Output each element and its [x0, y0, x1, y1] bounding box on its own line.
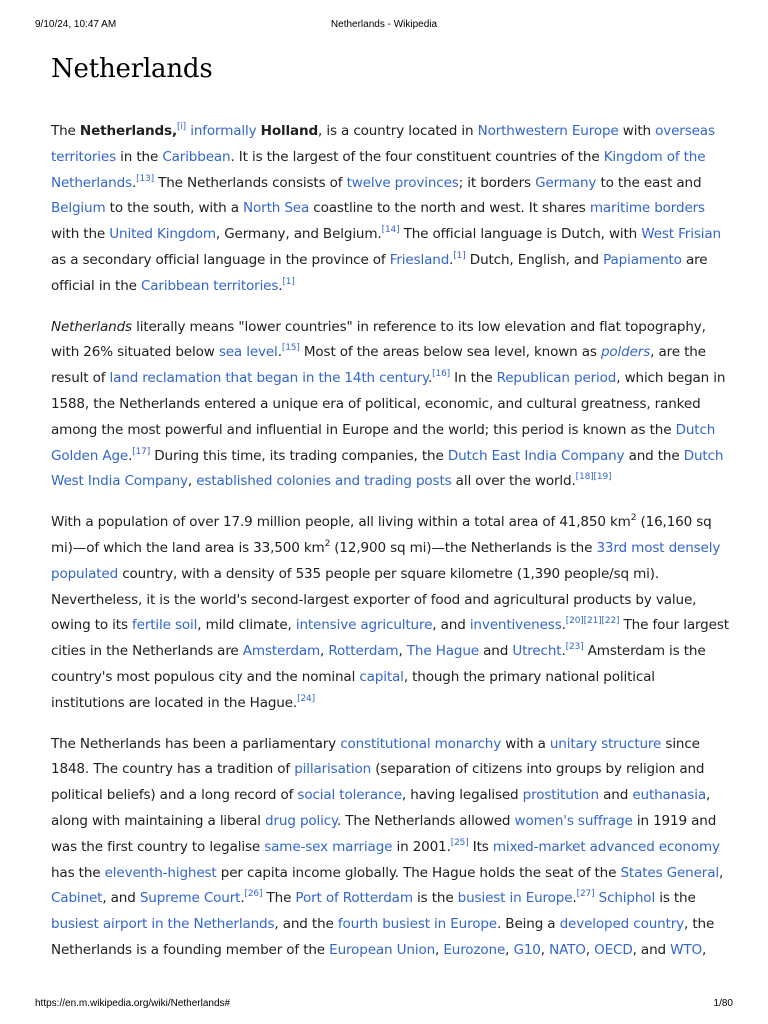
print-footer	[0, 994, 768, 1024]
text-run: Its	[468, 838, 493, 855]
wiki-link[interactable]: Schiphol	[598, 890, 656, 907]
wiki-link[interactable]: sea level	[218, 344, 278, 361]
text-run: .	[572, 890, 577, 907]
text-run: .	[128, 447, 133, 464]
citation-link[interactable]: [13]	[136, 173, 154, 184]
wiki-link[interactable]: polders	[600, 344, 651, 361]
wiki-link[interactable]: United Kingdom	[109, 226, 216, 243]
print-url: https://en.m.wikipedia.org/wiki/Netherlands#	[35, 998, 231, 1009]
text-run: ,	[702, 941, 707, 958]
wiki-link[interactable]: euthanasia	[632, 787, 706, 804]
citation-link[interactable]: [18][19]	[575, 472, 612, 483]
citation-link[interactable]: [27]	[576, 889, 595, 900]
text-run: with the	[51, 226, 110, 243]
print-header	[0, 0, 768, 36]
text-run: (16,160 sq mi)—of which the land area is 33,500 km	[51, 514, 712, 556]
wiki-link[interactable]: Rotterdam	[328, 643, 399, 660]
wiki-link[interactable]: busiest in Europe	[457, 890, 573, 907]
text-run: Holland	[260, 123, 319, 139]
text-run: ,	[505, 941, 514, 958]
wiki-link[interactable]: G10	[513, 941, 541, 958]
wiki-link[interactable]: informally	[190, 123, 257, 139]
wiki-link[interactable]: prostitution	[522, 787, 599, 804]
text-run: coastline to the north and west. It shares	[309, 200, 590, 217]
wiki-link[interactable]: Port of Rotterdam	[295, 890, 413, 907]
text-run: During this time, its trading companies, the	[150, 447, 448, 464]
text-run: The	[51, 123, 80, 139]
text-run: Amsterdam is the country's most populous city and the nominal	[51, 643, 706, 685]
wiki-link[interactable]: Friesland	[389, 251, 450, 268]
text-run: , are the result of	[51, 344, 706, 387]
text-run: , the Netherlands is a founding member of the	[51, 916, 715, 958]
text-run: is the	[412, 890, 458, 907]
wiki-link[interactable]: unitary structure	[549, 735, 662, 752]
citation-link[interactable]: [25]	[450, 837, 469, 848]
text-run: .	[561, 617, 566, 634]
wiki-link[interactable]: land reclamation that began in the 14th century	[109, 370, 428, 387]
wiki-link[interactable]: Eurozone	[443, 941, 506, 958]
print-page-number: 1/80	[713, 998, 733, 1009]
wiki-link[interactable]: Belgium	[51, 200, 106, 217]
wiki-link[interactable]: constitutional monarchy	[340, 735, 502, 752]
article-paragraph	[51, 315, 731, 496]
text-run: , mild climate,	[197, 617, 296, 634]
superscript: 2	[324, 538, 331, 549]
citation-link[interactable]: [26]	[244, 889, 263, 900]
text-run: , which began in 1588, the Netherlands entered a unique era of political, economic, and cultural greatness, ranked among the most powerful and influential in Europe and the world; this period is known as the	[51, 370, 726, 438]
wiki-link[interactable]: 33rd most densely populated	[51, 539, 721, 582]
text-run: .	[131, 174, 137, 191]
wiki-link[interactable]: The Hague	[406, 643, 479, 660]
text-run: is the	[655, 890, 696, 907]
text-run: all over the world.	[451, 473, 576, 490]
wiki-link[interactable]: mixed-market advanced economy	[492, 838, 720, 855]
wiki-link[interactable]: Caribbean territories	[140, 277, 279, 294]
text-run: In the	[450, 370, 497, 387]
text-run: , and	[432, 617, 470, 634]
wiki-link[interactable]: States General	[620, 864, 719, 881]
citation-link[interactable]: [24]	[297, 693, 315, 704]
text-run: ,	[171, 123, 177, 139]
text-run: The Netherlands consists of	[153, 174, 347, 191]
text-run: as a secondary official language in the province of	[51, 251, 390, 268]
text-run: to the south, with a	[105, 200, 244, 217]
text-run: in 1919 and was the first country to legalise	[51, 812, 717, 855]
citation-link[interactable]: [15]	[281, 343, 300, 354]
wiki-link[interactable]: twelve provinces	[346, 174, 459, 191]
text-run: ,	[435, 941, 444, 958]
text-run: , and	[102, 890, 140, 907]
wiki-link[interactable]: capital	[359, 668, 404, 685]
text-run: , is a country located in	[318, 123, 478, 139]
wiki-link[interactable]: NATO	[549, 941, 586, 958]
text-run: in the	[116, 148, 163, 165]
text-run: literally means "lower countries" in reference to its low elevation and flat topography, with 26% situated below	[51, 318, 706, 361]
wiki-link[interactable]: same-sex marriage	[264, 838, 393, 855]
wiki-link[interactable]: WTO	[670, 941, 703, 958]
wiki-link[interactable]: Papiamento	[603, 251, 682, 268]
wiki-link[interactable]: established colonies and trading posts	[196, 473, 452, 490]
wiki-link[interactable]: North Sea	[243, 200, 310, 217]
article-paragraph	[51, 510, 731, 716]
text-run: , and the	[274, 916, 338, 933]
wiki-link[interactable]: eleventh-highest	[104, 864, 217, 881]
text-run: . Being a	[497, 916, 560, 933]
wiki-link[interactable]: women's suffrage	[514, 812, 633, 829]
text-run: The official language is Dutch, with	[399, 226, 642, 243]
text-run: and the	[624, 447, 684, 464]
text-run: .	[278, 277, 283, 294]
wiki-link[interactable]: busiest airport in the Netherlands	[51, 916, 275, 933]
article-paragraph	[51, 732, 731, 964]
wiki-link[interactable]: social tolerance	[297, 787, 402, 804]
wiki-link[interactable]: Amsterdam	[242, 643, 321, 660]
text-run: Netherlands	[51, 318, 132, 335]
page-title: Netherlands	[51, 54, 213, 84]
article-body	[51, 119, 731, 979]
text-run: and	[478, 643, 513, 660]
text-run: . It is the largest of the four constituent countries of the	[230, 148, 604, 165]
text-run: ,	[540, 941, 550, 958]
print-date: 9/10/24, 10:47 AM	[35, 19, 117, 30]
superscript: 2	[630, 513, 637, 524]
text-run: .	[240, 890, 245, 907]
wiki-link[interactable]: Cabinet	[51, 890, 103, 907]
text-run: , along with maintaining a liberal	[51, 787, 711, 829]
text-run: ,	[187, 473, 197, 490]
wiki-link[interactable]: fertile soil	[132, 617, 198, 634]
text-run: .	[277, 344, 282, 361]
text-run: country, with a density of 535 people per square kilometre (1,390 people/sq mi). Nevertheless, it is the world's second-largest exporter of food and agricultural products by value, owing to its	[51, 565, 697, 634]
text-run: With a population of over 17.9 million people, all living within a total area of 41,850 km	[51, 514, 631, 531]
citation-link[interactable]: [i]	[176, 122, 187, 132]
text-run: ,	[398, 643, 407, 660]
wiki-link[interactable]: Dutch West India Company	[51, 447, 724, 490]
wiki-link[interactable]: Supreme Court	[139, 890, 241, 907]
wiki-link[interactable]: European Union	[329, 941, 436, 958]
wiki-link[interactable]: overseas territories	[51, 123, 715, 165]
text-run: since 1848. The country has a tradition of	[51, 735, 700, 778]
citation-link[interactable]: [23]	[565, 642, 584, 653]
text-run: , Germany, and Belgium.	[215, 226, 382, 243]
wiki-link[interactable]: Dutch East India Company	[447, 447, 625, 464]
wiki-link[interactable]: inventiveness	[469, 617, 562, 634]
citation-link[interactable]: [14]	[381, 225, 400, 236]
wiki-link[interactable]: Republican period	[496, 370, 617, 387]
text-run: Dutch, English, and	[465, 251, 604, 268]
text-run: Most of the areas below sea level, known as	[299, 344, 601, 361]
text-run: per capita income globally. The Hague holds the seat of the	[216, 864, 621, 881]
wiki-link[interactable]: fourth busiest in Europe	[337, 916, 497, 933]
text-run: , and	[632, 941, 671, 958]
text-run: ,	[718, 864, 724, 881]
wiki-link[interactable]: intensive agriculture	[295, 617, 433, 634]
citation-link[interactable]: [16]	[432, 369, 451, 380]
text-run: , having legalised	[401, 787, 523, 804]
text-run: in 2001.	[392, 838, 451, 855]
text-run: ,	[320, 643, 329, 660]
citation-link[interactable]: [20][21][22]	[565, 616, 620, 627]
text-run: .	[561, 643, 566, 660]
text-run: to the east and	[596, 174, 702, 191]
text-run: are official in the	[51, 251, 708, 294]
text-run: . The Netherlands allowed	[337, 812, 515, 829]
text-run: (separation of citizens into groups by religion and political beliefs) and a long record of	[51, 761, 705, 804]
citation-link[interactable]: [1]	[453, 250, 466, 261]
text-run: The Netherlands has been a parliamentary	[51, 735, 341, 752]
text-run: with	[618, 123, 656, 139]
citation-link[interactable]: [17]	[132, 446, 151, 457]
print-page-title: Netherlands - Wikipedia	[330, 19, 438, 30]
wiki-link[interactable]: developed country	[559, 916, 685, 933]
citation-link[interactable]: [1]	[282, 276, 295, 287]
text-run: (12,900 sq mi)—the Netherlands is the	[330, 539, 597, 556]
wiki-link[interactable]: OECD	[594, 941, 633, 958]
wiki-link[interactable]: Northwestern Europe	[477, 123, 619, 139]
text-run: .	[449, 251, 454, 268]
article-paragraph	[51, 119, 731, 300]
text-run: .	[427, 370, 433, 387]
text-run: Netherlands	[79, 123, 172, 139]
text-run: ; it borders	[458, 174, 536, 191]
wiki-link[interactable]: pillarisation	[294, 761, 372, 778]
text-run: The	[262, 890, 296, 907]
wiki-link[interactable]: maritime borders	[589, 200, 705, 217]
wiki-link[interactable]: Dutch Golden Age	[51, 421, 716, 464]
text-run: and	[598, 787, 633, 804]
wiki-link[interactable]: Utrecht	[512, 643, 562, 660]
wiki-link[interactable]: Caribbean	[162, 148, 231, 165]
text-run: , though the primary national political institutions are located in the Hague.	[51, 668, 655, 711]
wiki-link[interactable]: West Frisian	[641, 226, 721, 243]
text-run: with a	[501, 735, 550, 752]
text-run: ,	[585, 941, 595, 958]
wiki-link[interactable]: Kingdom of the Netherlands	[51, 148, 706, 191]
wiki-link[interactable]: drug policy	[265, 812, 337, 829]
wiki-link[interactable]: Germany	[535, 174, 597, 191]
text-run: has the	[51, 864, 105, 881]
text-run: The four largest cities in the Netherlands are	[51, 617, 729, 660]
